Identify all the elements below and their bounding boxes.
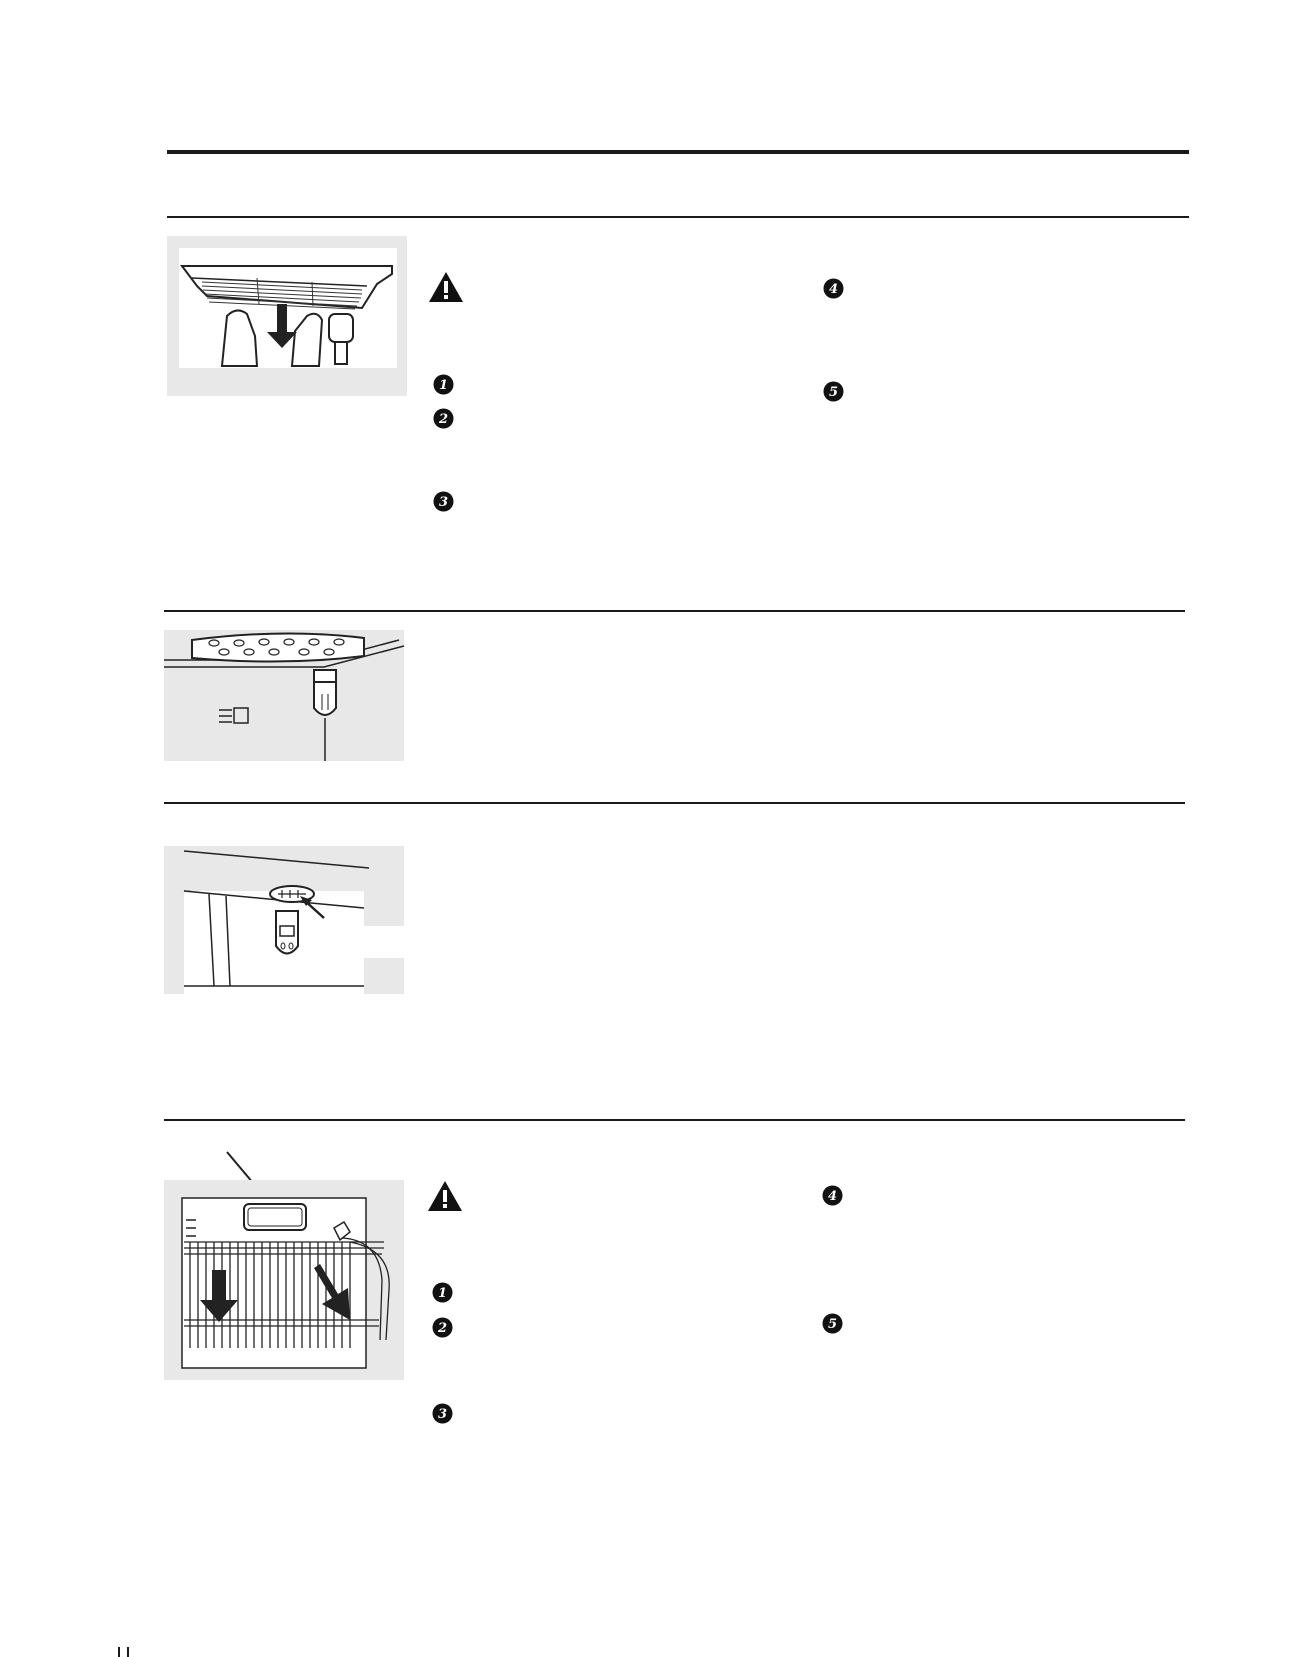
upper-light-lens-illustration [164, 846, 404, 994]
step-number-badge-icon [432, 1403, 453, 1424]
freezer-basket-illustration [164, 1180, 404, 1380]
step-1-label: 1 [437, 1286, 448, 1301]
step-number-badge-icon [822, 1185, 843, 1206]
step-2-label: 2 [437, 1321, 448, 1336]
light-cover-illustration [167, 236, 407, 396]
step-number-badge-icon [433, 491, 454, 512]
step-5-label: 5 [828, 385, 839, 400]
warning-triangle-icon [427, 1180, 463, 1212]
step-number-badge-icon [822, 1313, 843, 1334]
step-number-badge-icon [433, 408, 454, 429]
step-1-label: 1 [438, 378, 449, 393]
step-number-badge-icon [432, 1317, 453, 1338]
step-number-badge-icon [432, 1282, 453, 1303]
section-4-rule [164, 1119, 1185, 1121]
section-1-rule [167, 216, 1189, 218]
crop-mark [127, 1647, 129, 1657]
section-2-rule [164, 610, 1185, 612]
step-2-label: 2 [438, 412, 449, 427]
step-number-badge-icon [433, 374, 454, 395]
step-number-badge-icon [823, 278, 844, 299]
step-5-label: 5 [827, 1317, 838, 1332]
step-4-label: 4 [827, 1189, 838, 1204]
header-thick-rule [167, 150, 1189, 154]
step-3-label: 3 [437, 1407, 448, 1422]
warning-triangle-icon [428, 271, 464, 303]
step-4-label: 4 [828, 282, 839, 297]
dispenser-bulb-illustration [164, 630, 404, 761]
step-number-badge-icon [823, 381, 844, 402]
section-3-rule [164, 802, 1185, 804]
step-3-label: 3 [438, 495, 449, 510]
crop-mark [118, 1647, 120, 1657]
